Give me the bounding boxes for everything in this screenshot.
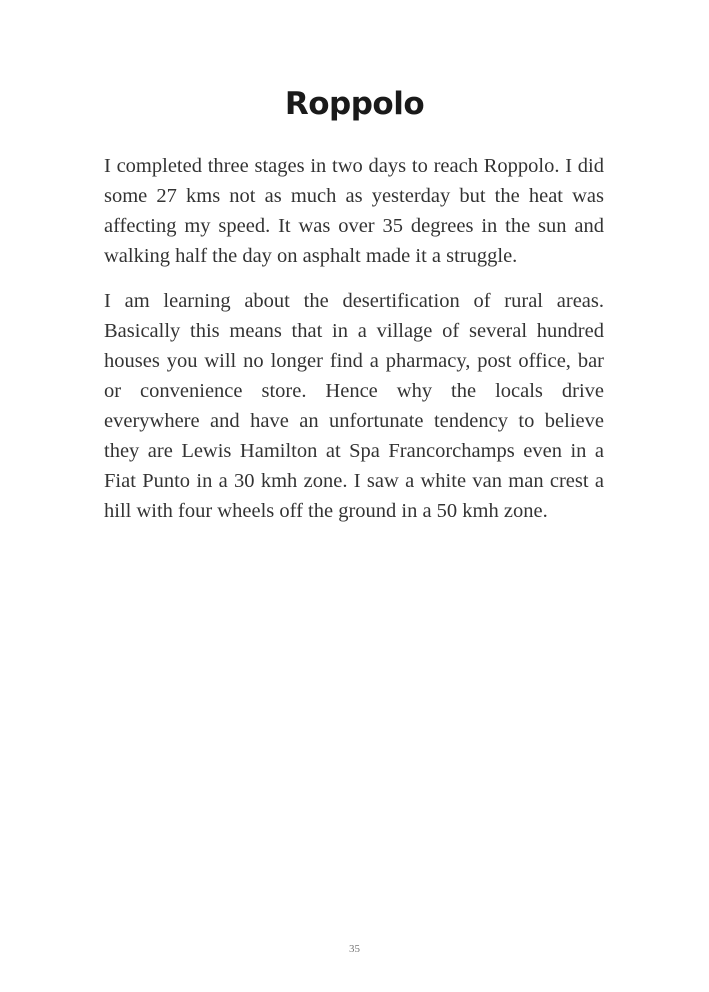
page-number: 35 <box>349 943 360 955</box>
paragraph-2: I am learning about the desertification of rural areas. Basically this means that in a village of several hundred houses you will no longer find a pharmacy, post office, bar or convenience store. Hence why the locals drive everywhere and have an unfortunate tendency to believe they are Lewis Hamilton at Spa Francorchamps even in a Fiat Punto in a 30 kmh zone. I saw a white van man crest a hill with four wheels off the ground in a 50 kmh zone. <box>104 290 604 522</box>
paragraph-1: I completed three stages in two days to reach Roppolo. I did some 27 kms not as much as yesterday but the heat was affecting my speed. It was over 35 degrees in the sun and walking half the day on asphalt made it a struggle. <box>104 155 604 267</box>
page-title: Roppolo <box>284 86 425 122</box>
body-text <box>104 151 604 541</box>
